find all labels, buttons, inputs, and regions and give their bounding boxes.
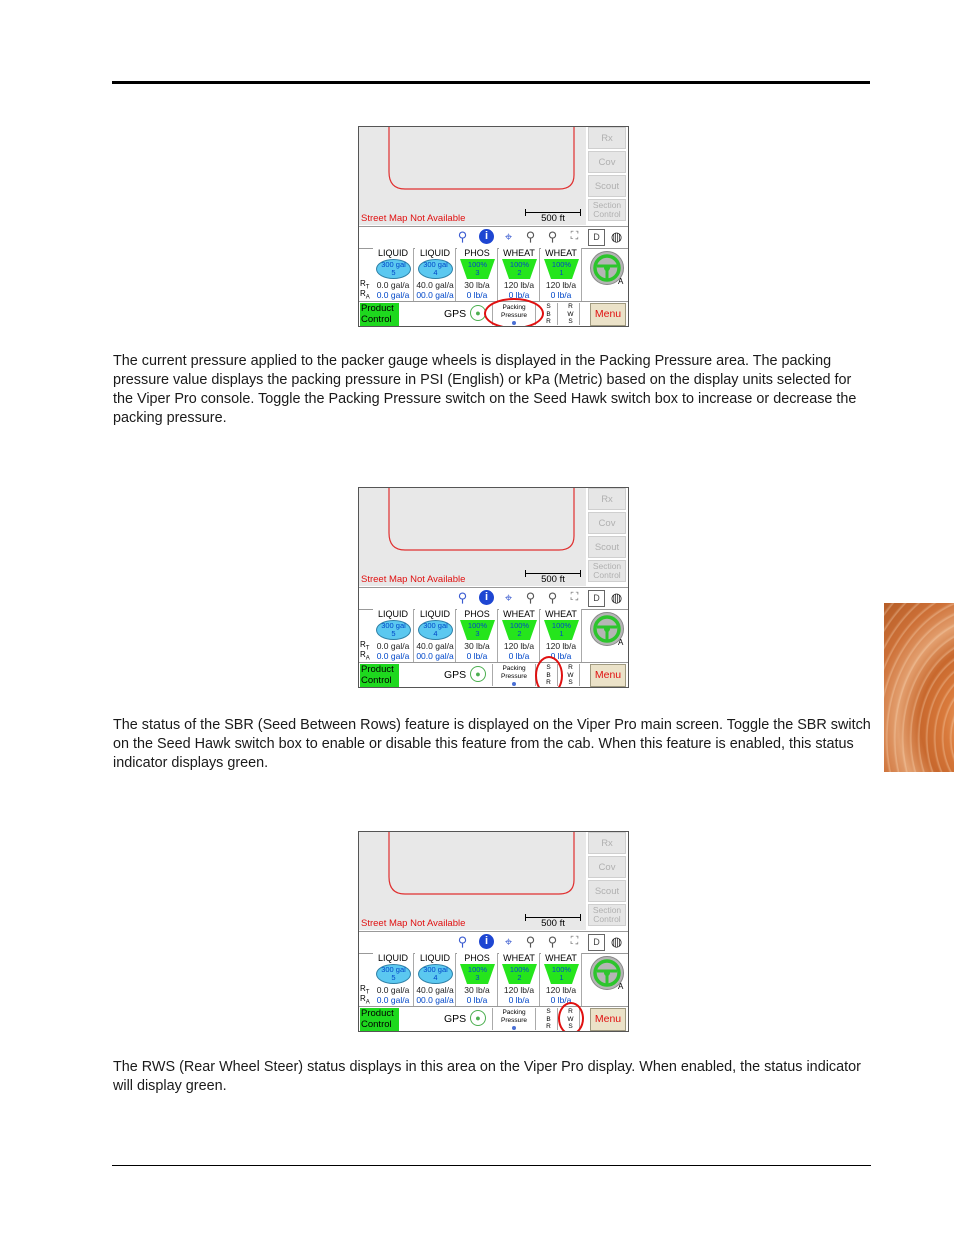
map-status-message: Street Map Not Available (361, 213, 466, 224)
product-number: 4 (433, 629, 438, 638)
product-control-button[interactable]: Product Control (360, 1008, 399, 1031)
section-control-button[interactable]: Section Control (588, 199, 626, 221)
product-rate: 120 lb/a (503, 985, 535, 995)
product-column[interactable] (415, 609, 456, 662)
product-number: 3 (475, 973, 480, 982)
product-name: WHEAT (545, 609, 577, 619)
steer-mode-label: A (618, 277, 624, 286)
coverage-button[interactable]: Cov (588, 151, 626, 173)
zoom-out-icon[interactable]: ⚲ (547, 229, 558, 244)
product-rate: 0.0 gal/a (376, 280, 410, 290)
map-scale-label: 500 ft (541, 574, 565, 585)
extents-icon[interactable]: ⛶ (570, 935, 579, 947)
product-column[interactable] (541, 248, 582, 301)
product-rate: 40.0 gal/a (416, 280, 454, 290)
gps-label: GPS (444, 1013, 467, 1025)
product-name: PHOS (464, 609, 490, 619)
map-scale-label: 500 ft (541, 918, 565, 929)
pin-icon[interactable]: ⚲ (457, 934, 468, 949)
product-level: 300 gal (423, 965, 448, 974)
product-level: 100% (467, 965, 488, 974)
packing-pressure-indicator: Packing Pressure (492, 303, 536, 325)
product-level: 100% (551, 965, 572, 974)
row-label-rate: $R_T$ (360, 279, 370, 291)
product-name: WHEAT (545, 248, 577, 258)
menu-button[interactable]: Menu (590, 303, 626, 326)
side-button-panel (587, 488, 628, 586)
info-icon[interactable]: i (479, 934, 494, 949)
zoom-out-icon[interactable]: ⚲ (547, 590, 558, 605)
scout-button[interactable]: Scout (588, 175, 626, 197)
product-level: 100% (551, 260, 572, 269)
product-target-rate: 0.0 gal/a (376, 651, 410, 661)
product-name: LIQUID (377, 248, 408, 258)
product-level: 100% (551, 621, 572, 630)
info-icon[interactable]: i (479, 229, 494, 244)
product-target-rate: 00.0 gal/a (416, 651, 454, 661)
gps-label: GPS (444, 308, 467, 320)
product-target-rate: 0 lb/a (466, 290, 488, 300)
product-number: 2 (517, 973, 522, 982)
product-level: 300 gal (381, 260, 406, 269)
center-target-icon[interactable]: ⌖ (504, 934, 513, 949)
product-column[interactable] (541, 953, 582, 1006)
globe-icon[interactable]: ◍ (610, 229, 623, 244)
menu-button[interactable]: Menu (590, 664, 626, 687)
product-column[interactable] (499, 609, 540, 662)
product-level: 300 gal (381, 621, 406, 630)
zoom-in-icon[interactable]: ⚲ (525, 934, 536, 949)
product-name: LIQUID (419, 609, 450, 619)
row-label-rate: $R_T$ (360, 984, 370, 996)
product-rate: 120 lb/a (503, 280, 535, 290)
viper-screen-packing (358, 126, 629, 327)
product-level: 300 gal (423, 260, 448, 269)
pin-icon[interactable]: ⚲ (457, 229, 468, 244)
steer-mode-label: A (618, 638, 624, 647)
zoom-in-icon[interactable]: ⚲ (525, 590, 536, 605)
product-column[interactable] (415, 953, 456, 1006)
product-name: LIQUID (419, 248, 450, 258)
product-name: WHEAT (503, 953, 535, 963)
map-toolbar (359, 226, 628, 249)
product-number: 5 (391, 973, 396, 982)
product-rate: 30 lb/a (464, 280, 490, 290)
section-control-button[interactable]: Section Control (588, 904, 626, 926)
highlight-circle (558, 1002, 584, 1032)
product-rate: 30 lb/a (464, 641, 490, 651)
rws-status-indicator: R W S (562, 664, 580, 686)
header-rule (112, 81, 870, 84)
packing-pressure-indicator: Packing Pressure (492, 664, 536, 686)
sbr-status-indicator: S B R (540, 1008, 558, 1030)
product-target-rate: 0 lb/a (508, 290, 530, 300)
day-night-icon[interactable]: D (588, 590, 605, 607)
row-label-target: $R_A$ (360, 994, 370, 1006)
product-target-rate: 0 lb/a (466, 995, 488, 1005)
product-column[interactable] (373, 953, 414, 1006)
product-name: WHEAT (503, 248, 535, 258)
product-number: 5 (391, 268, 396, 277)
product-column[interactable] (457, 953, 498, 1006)
product-column[interactable] (457, 248, 498, 301)
footer-rule (112, 1165, 871, 1166)
row-label-target: $R_A$ (360, 650, 370, 662)
product-rate: 120 lb/a (545, 641, 577, 651)
row-label-target: $R_A$ (360, 289, 370, 301)
product-name: PHOS (464, 953, 490, 963)
product-target-rate: 0 lb/a (466, 651, 488, 661)
paragraph-sbr: The status of the SBR (Seed Between Rows) feature is displayed on the Viper Pro main screen. Toggle the SBR switch on the Seed Hawk switch box to enable or disable this feature from the cab. When this feature is enabled, this status indicator displays green. (113, 717, 871, 771)
map-area[interactable] (359, 832, 586, 930)
product-name: WHEAT (545, 953, 577, 963)
packing-pressure-indicator: Packing Pressure (492, 1008, 536, 1030)
highlight-circle (484, 298, 544, 327)
product-target-rate: 00.0 gal/a (416, 290, 454, 300)
product-level: 100% (509, 621, 530, 630)
sbr-status-indicator: S B R (540, 303, 558, 325)
product-target-rate: 0 lb/a (550, 290, 572, 300)
product-rate: 120 lb/a (545, 985, 577, 995)
gps-status-icon[interactable]: ● (470, 666, 486, 682)
day-night-icon[interactable]: D (588, 934, 605, 951)
sbr-status-indicator: S B R (540, 664, 558, 686)
scout-button[interactable]: Scout (588, 880, 626, 902)
product-name: LIQUID (377, 609, 408, 619)
map-scale (525, 912, 581, 928)
product-column[interactable] (415, 248, 456, 301)
product-number: 4 (433, 973, 438, 982)
product-target-rate: 0.0 gal/a (376, 290, 410, 300)
product-level: 300 gal (381, 965, 406, 974)
product-rate: 0.0 gal/a (376, 641, 410, 651)
coverage-button[interactable]: Cov (588, 512, 626, 534)
viper-screen-sbr (358, 487, 629, 688)
section-tab-graphic (884, 603, 954, 772)
globe-icon[interactable]: ◍ (610, 934, 623, 949)
product-number: 3 (475, 629, 480, 638)
product-column[interactable] (541, 609, 582, 662)
product-target-rate: 0 lb/a (508, 995, 530, 1005)
product-target-rate: 0 lb/a (550, 651, 572, 661)
product-name: LIQUID (419, 953, 450, 963)
side-button-panel (587, 832, 628, 930)
product-rate: 30 lb/a (464, 985, 490, 995)
center-target-icon[interactable]: ⌖ (504, 229, 513, 244)
product-number: 1 (559, 973, 564, 982)
product-level: 100% (509, 965, 530, 974)
section-control-button[interactable]: Section Control (588, 560, 626, 582)
product-number: 2 (517, 629, 522, 638)
gps-status-icon[interactable]: ● (470, 305, 486, 321)
product-level: 100% (467, 260, 488, 269)
scout-button[interactable]: Scout (588, 536, 626, 558)
zoom-out-icon[interactable]: ⚲ (547, 934, 558, 949)
rx-button[interactable]: Rx (588, 832, 626, 854)
zoom-in-icon[interactable]: ⚲ (525, 229, 536, 244)
product-rate: 0.0 gal/a (376, 985, 410, 995)
product-rate: 40.0 gal/a (416, 641, 454, 651)
coverage-button[interactable]: Cov (588, 856, 626, 878)
center-target-icon[interactable]: ⌖ (504, 590, 513, 605)
map-toolbar (359, 931, 628, 954)
paragraph-rws: The RWS (Rear Wheel Steer) status displays in this area on the Viper Pro display. When enabled, the status indicator will display green. (113, 1059, 861, 1094)
product-column[interactable] (499, 953, 540, 1006)
rx-button[interactable]: Rx (588, 488, 626, 510)
product-number: 1 (559, 268, 564, 277)
product-number: 5 (391, 629, 396, 638)
map-area[interactable] (359, 488, 586, 586)
map-toolbar (359, 587, 628, 610)
row-label-rate: $R_T$ (360, 640, 370, 652)
viper-screen-rws (358, 831, 629, 1032)
product-target-rate: 0 lb/a (508, 651, 530, 661)
extents-icon[interactable]: ⛶ (570, 591, 579, 603)
globe-icon[interactable]: ◍ (610, 590, 623, 605)
product-target-rate: 0 lb/a (550, 995, 572, 1005)
product-rate: 120 lb/a (503, 641, 535, 651)
gps-status-icon[interactable]: ● (470, 1010, 486, 1026)
day-night-icon[interactable]: D (588, 229, 605, 246)
product-target-rate: 0.0 gal/a (376, 995, 410, 1005)
product-number: 1 (559, 629, 564, 638)
map-scale (525, 207, 581, 223)
map-area[interactable] (359, 127, 586, 225)
product-column[interactable] (373, 248, 414, 301)
product-control-button[interactable]: Product Control (360, 664, 399, 687)
product-column[interactable] (499, 248, 540, 301)
map-scale (525, 568, 581, 584)
product-name: WHEAT (503, 609, 535, 619)
map-status-message: Street Map Not Available (361, 918, 466, 929)
map-status-message: Street Map Not Available (361, 574, 466, 585)
product-column[interactable] (373, 609, 414, 662)
rx-button[interactable]: Rx (588, 127, 626, 149)
product-column[interactable] (457, 609, 498, 662)
status-bar (359, 662, 628, 688)
menu-button[interactable]: Menu (590, 1008, 626, 1031)
product-number: 2 (517, 268, 522, 277)
gps-label: GPS (444, 669, 467, 681)
product-control-button[interactable]: Product Control (360, 303, 399, 326)
rws-status-indicator: R W S (562, 303, 580, 325)
extents-icon[interactable]: ⛶ (570, 230, 579, 242)
product-level: 100% (467, 621, 488, 630)
side-button-panel (587, 127, 628, 225)
product-name: PHOS (464, 248, 490, 258)
product-level: 100% (509, 260, 530, 269)
product-target-rate: 00.0 gal/a (416, 995, 454, 1005)
status-bar (359, 1006, 628, 1032)
paragraph-packing-pressure: The current pressure applied to the packer gauge wheels is displayed in the Packing Pressure area. The packing pressure value displays the packing pressure in PSI (English) or kPa (Metric) based on the display units selected for the Viper Pro console. Toggle the Packing Pressure switch on the Seed Hawk switch box to increase or decrease the packing pressure. (113, 353, 857, 426)
info-icon[interactable]: i (479, 590, 494, 605)
map-scale-label: 500 ft (541, 213, 565, 224)
product-level: 300 gal (423, 621, 448, 630)
steer-mode-label: A (618, 982, 624, 991)
product-number: 3 (475, 268, 480, 277)
product-number: 4 (433, 268, 438, 277)
pin-icon[interactable]: ⚲ (457, 590, 468, 605)
highlight-circle (535, 656, 563, 688)
product-name: LIQUID (377, 953, 408, 963)
product-rate: 120 lb/a (545, 280, 577, 290)
rws-status-indicator: R W S (562, 1008, 580, 1030)
product-rate: 40.0 gal/a (416, 985, 454, 995)
